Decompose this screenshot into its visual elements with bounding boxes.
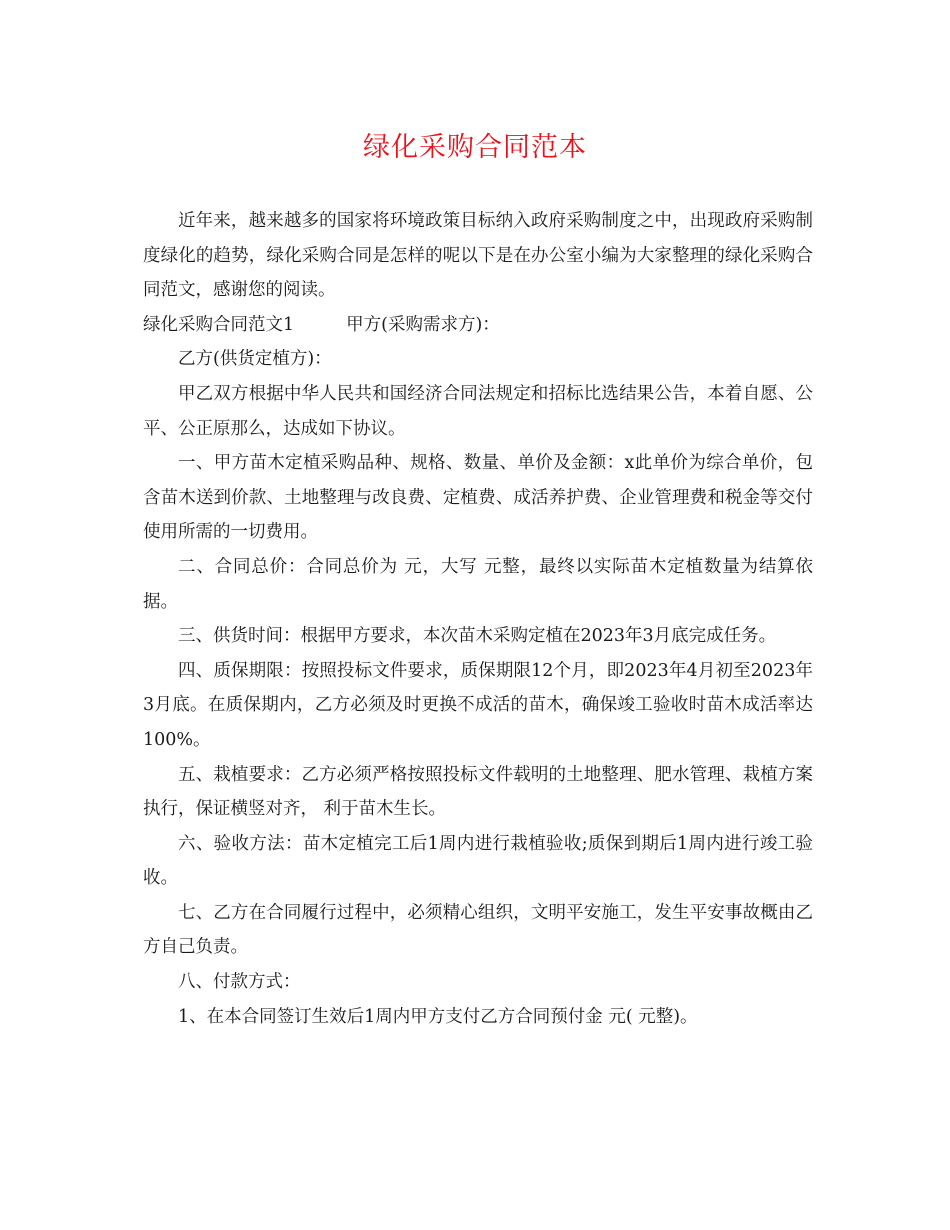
party-b-label: 乙方(供货定植方)： xyxy=(178,349,332,370)
intro-paragraph: 近年来，越来越多的国家将环境政策目标纳入政府采购制度之中，出现政府采购制度绿化的趋势，绿化采购合同是怎样的呢以下是在办公室小编为大家整理的绿化采购合同范文，感谢您的阅读。 xyxy=(143,211,813,301)
sample-heading-line xyxy=(143,308,813,343)
party-a-label: 甲方(采购需求方)： xyxy=(346,314,500,335)
document-body xyxy=(143,204,813,1034)
clause-item-goods: 一、甲方苗木定植采购品种、规格、数量、单价及金额：x此单价为综合单价，包含苗木送到价款、土地整理与改良费、定植费、成活养护费、企业管理费和税金等交付使用所需的一切费用。 xyxy=(143,453,813,543)
document-title: 绿化采购合同范本 xyxy=(363,132,587,163)
clause-item-payment-1: 1、在本合同签订生效后1周内甲方支付乙方合同预付金 元( 元整)。 xyxy=(178,1006,698,1027)
clause-item-acceptance: 六、验收方法：苗木定植完工后1周内进行栽植验收;质保到期后1周内进行竣工验收。 xyxy=(143,833,813,889)
clause-item-payment: 八、付款方式： xyxy=(178,972,301,993)
clause-item-price: 二、合同总价：合同总价为 元，大写 元整，最终以实际苗木定植数量为结算依据。 xyxy=(143,556,813,612)
clause-item-safety: 七、乙方在合同履行过程中，必须精心组织，文明平安施工，发生平安事故概由乙方自己负责。 xyxy=(143,902,813,958)
clause-item-planting: 五、栽植要求：乙方必须严格按照投标文件载明的土地整理、肥水管理、栽植方案执行，保证横竖对齐， 利于苗木生长。 xyxy=(143,764,813,820)
clause-item-delivery: 三、供货时间：根据甲方要求，本次苗木采购定植在2023年3月底完成任务。 xyxy=(178,626,777,647)
clause-item-warranty: 四、质保期限：按照投标文件要求，质保期限12个月，即2023年4月初至2023年3月底。在质保期内，乙方必须及时更换不成活的苗木，确保竣工验收时苗木成活率达100%。 xyxy=(143,660,813,750)
sample-label: 绿化采购合同范文1 xyxy=(143,314,295,335)
preamble-paragraph: 甲乙双方根据中华人民共和国经济合同法规定和招标比选结果公告，本着自愿、公平、公正原那么，达成如下协议。 xyxy=(143,383,813,439)
